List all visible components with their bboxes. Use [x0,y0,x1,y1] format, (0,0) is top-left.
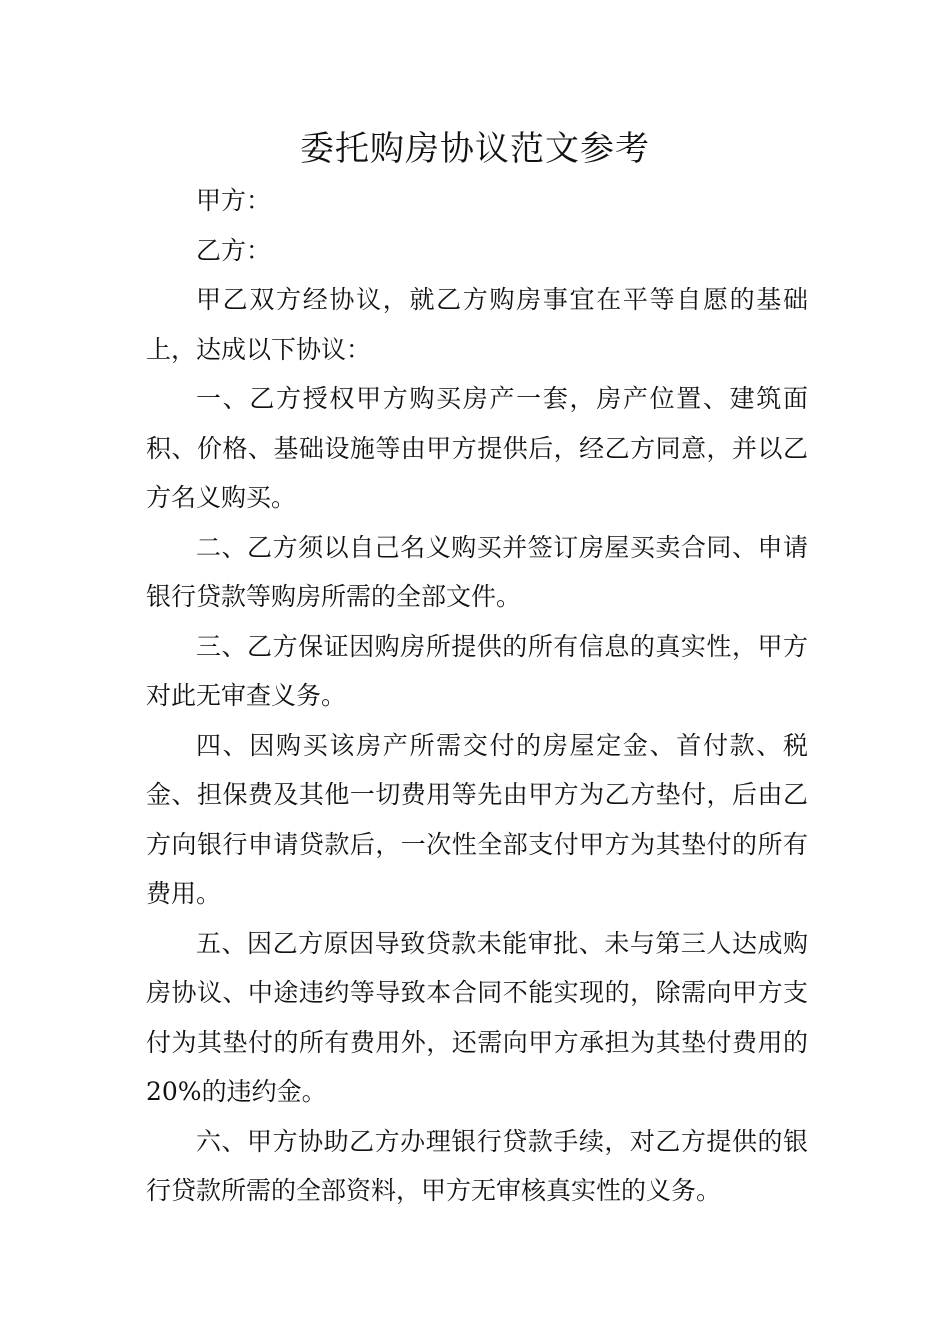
paragraph-party-a: 甲方： [196,186,272,215]
paragraph-clause-5: 五、因乙方原因导致贷款未能审批、未与第三人达成购房协议、中途违约等导致本合同不能实现的，除需向甲方支付为其垫付的所有费用外，还需向甲方承担为其垫付费用的20%的违约金。 [146,928,808,1106]
paragraph-clause-2: 二、乙方须以自己名义购买并签订房屋买卖合同、申请银行贷款等购房所需的全部文件。 [146,532,808,611]
paragraph-party-b: 乙方： [196,235,272,265]
paragraph-clause-3: 三、乙方保证因购房所提供的所有信息的真实性，甲方对此无审查义务。 [146,631,808,710]
paragraph-clause-1: 一、乙方授权甲方购买房产一套，房产位置、建筑面积、价格、基础设施等由甲方提供后，经乙方同意，并以乙方名义购买。 [146,384,808,512]
document-title: 委托购房协议范文参考 [300,129,650,169]
paragraph-preamble: 甲乙双方经协议，就乙方购房事宜在平等自愿的基础上，达成以下协议： [146,285,808,364]
paragraph-clause-4: 四、因购买该房产所需交付的房屋定金、首付款、税金、担保费及其他一切费用等先由甲方为乙方垫付，后由乙方向银行申请贷款后，一次性全部支付甲方为其垫付的所有费用。 [146,730,808,908]
paragraph-clause-6: 六、甲方协助乙方办理银行贷款手续，对乙方提供的银行贷款所需的全部资料，甲方无审核真实性的义务。 [146,1126,808,1205]
document-body [146,176,808,1216]
